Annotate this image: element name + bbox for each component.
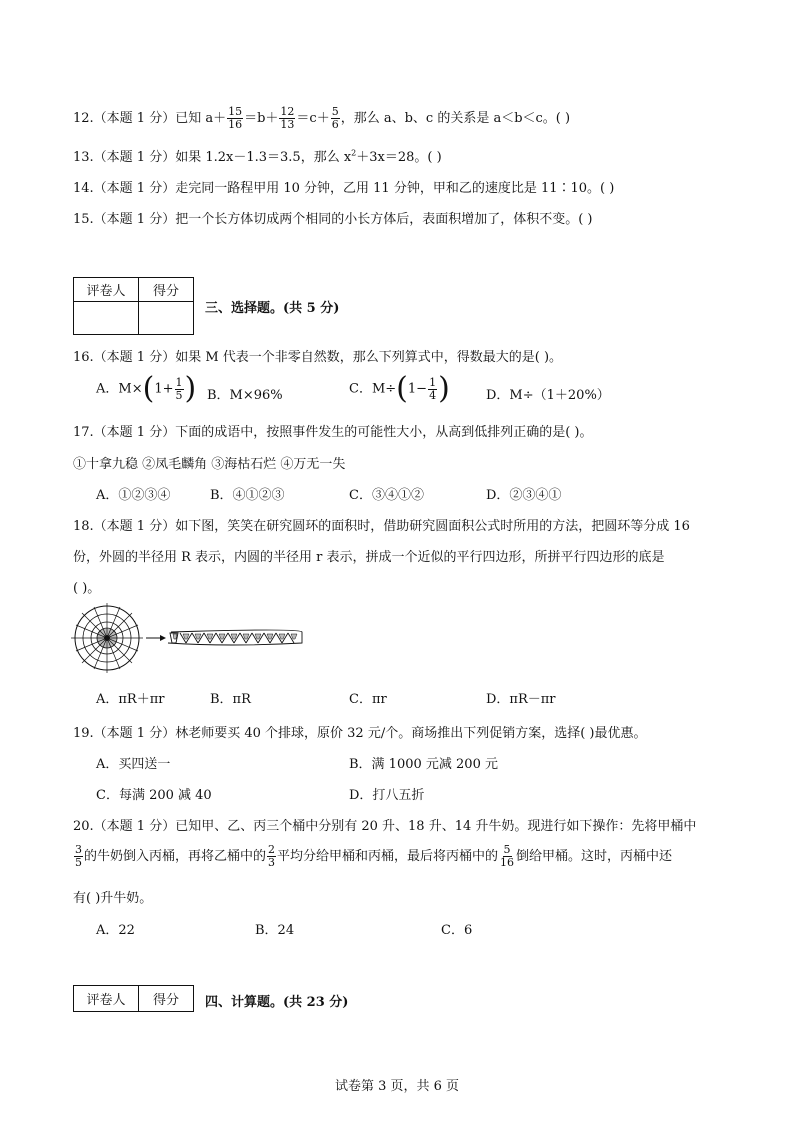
option-c[interactable]: C．M÷(1− $\frac{1}{4}$ ) [349,371,450,406]
question-20-line2: $\frac{3}{5}$ 的牛奶倒入丙桶，再将乙桶中的 $\frac{2}{3}$ 平均分给甲桶和丙桶，最后将丙桶中的 $\frac{5}{16}$ 倒给甲桶。这时，丙桶中还 [75,843,673,869]
option-d[interactable]: D．M÷（1＋20%） [486,388,610,403]
option-d[interactable]: D．πR－πr [486,692,556,707]
question-18-line2: 份，外圆的半径用 R 表示，内圆的半径用 r 表示，拼成一个近似的平行四边形，所拼平行四边形的底是 [73,550,665,565]
annulus-icon [71,603,143,673]
question-18-line3: ( )。 [73,581,101,596]
grader-label: 评卷人 [74,278,139,302]
option-c[interactable]: C．6 [441,923,473,938]
option-c[interactable]: C．πr [349,692,387,707]
score-label: 得分 [139,278,194,302]
question-17: 17.（本题 1 分）下面的成语中，按照事件发生的可能性大小，从高到低排列正确的是( )。 [73,425,593,440]
option-a[interactable]: A．πR＋πr [96,692,165,707]
option-c[interactable]: C．每满 200 减 40 [96,788,212,803]
section-title: 三、选择题。(共 5 分) [205,301,340,316]
option-b[interactable]: B．24 [255,923,295,938]
fraction: $\frac{12}{13}$ [280,105,295,131]
option-a[interactable]: A．22 [96,923,135,938]
option-c[interactable]: C．③④①② [349,488,424,503]
option-d[interactable]: D．②③④① [486,488,562,503]
option-b[interactable]: B．πR [210,692,251,707]
question-14: 14.（本题 1 分）走完同一路程甲用 10 分钟，乙用 11 分钟，甲和乙的速度比是 11∶10。( ) [73,181,615,196]
score-cell[interactable] [139,302,194,335]
score-box [73,277,194,335]
annulus-figure [70,603,310,673]
question-18-line1: 18.（本题 1 分）如下图，笑笑在研究圆环的面积时，借助研究圆面积公式时所用的方法，把圆环等分成 16 [73,519,690,534]
fraction: $\frac{15}{16}$ [228,105,243,131]
idiom-list: ①十拿九稳 ②凤毛麟角 ③海枯石烂 ④万无一失 [73,457,346,472]
option-a[interactable]: A．M×(1+ $\frac{1}{5}$ ) [96,371,197,406]
question-15: 15.（本题 1 分）把一个长方体切成两个相同的小长方体后，表面积增加了，体积不变。( ) [73,212,593,227]
option-b[interactable]: B．满 1000 元减 200 元 [349,757,498,772]
grader-cell[interactable] [74,302,139,335]
option-d[interactable]: D．打八五折 [349,788,425,803]
question-16: 16.（本题 1 分）如果 M 代表一个非零自然数，那么下列算式中，得数最大的是( )。 [73,350,563,365]
page-footer: 试卷第 3 页，共 6 页 [334,1079,460,1094]
option-b[interactable]: B．M×96% [207,388,283,403]
score-box [73,985,194,1012]
question-20-line3: 有( )升牛奶。 [73,891,153,906]
question-12: 12.（本题 1 分）已知 a＋ $\frac{15}{16}$ ＝b＋ $\frac{12}{13}$ ＝c＋ $\frac{5}{6}$ ，那么 a、b、c 的关系是 a＜b＜c。( ) [73,105,571,131]
option-b[interactable]: B．④①②③ [210,488,285,503]
question-13: 13.（本题 1 分）如果 1.2x－1.3＝3.5，那么 $x^2+3x=28$。( ) [73,148,442,165]
grader-label: 评卷人 [74,986,139,1012]
option-a[interactable]: A．①②③④ [96,488,171,503]
score-label: 得分 [139,986,194,1012]
question-20-line1: 20.（本题 1 分）已知甲、乙、丙三个桶中分别有 20 升、18 升、14 升牛奶。现进行如下操作：先将甲桶中 [73,819,697,834]
option-a[interactable]: A．买四送一 [96,757,171,772]
section-title: 四、计算题。(共 23 分) [205,995,349,1010]
question-19: 19.（本题 1 分）林老师要买 40 个排球，原价 32 元/个。商场推出下列促销方案，选择( )最优惠。 [73,726,647,741]
fraction: $\frac{5}{6}$ [331,105,339,131]
